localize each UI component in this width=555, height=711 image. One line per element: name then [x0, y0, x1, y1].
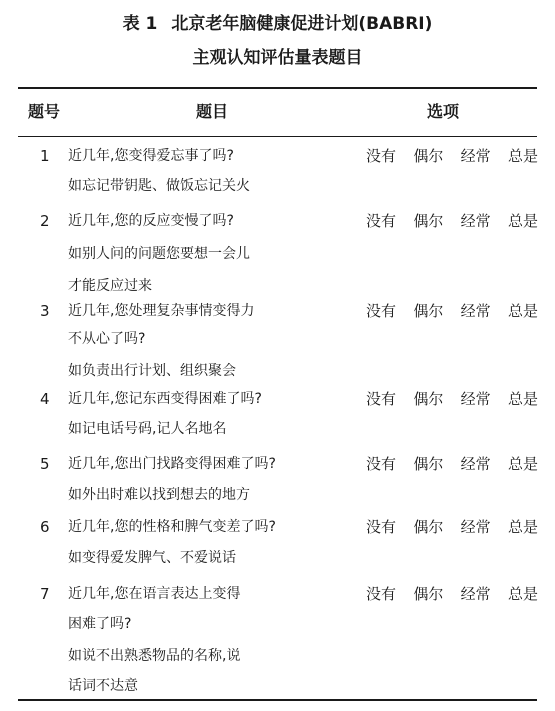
option-always: 总是 — [507, 455, 538, 473]
option-always: 总是 — [507, 585, 538, 603]
question-text: 近几年,您的性格和脾气变差了吗? — [68, 519, 276, 535]
row-number: 4 — [40, 390, 50, 408]
question-text: 近几年,您的反应变慢了吗? — [68, 213, 234, 229]
option-sometimes: 偶尔 — [413, 390, 444, 408]
option-often: 经常 — [460, 390, 491, 408]
row-number: 6 — [40, 518, 50, 536]
row-number: 2 — [40, 212, 50, 230]
option-never: 没有 — [366, 212, 397, 230]
question-text: 近几年,您在语言表达上变得 — [68, 586, 241, 602]
example-text: 如忘记带钥匙、做饭忘记关火 — [68, 178, 250, 194]
option-group — [366, 211, 538, 231]
option-sometimes: 偶尔 — [413, 147, 444, 165]
question-text: 近几年,您出门找路变得困难了吗? — [68, 456, 276, 472]
example-text: 如别人问的问题您要想一会儿 — [68, 246, 250, 262]
question-text: 近几年,您处理复杂事情变得力 — [68, 303, 255, 319]
top-rule — [18, 87, 537, 89]
example-text: 如变得爱发脾气、不爱说话 — [68, 550, 236, 566]
option-group — [366, 146, 538, 166]
option-group — [366, 454, 538, 474]
row-number: 3 — [40, 302, 50, 320]
option-always: 总是 — [507, 390, 538, 408]
option-never: 没有 — [366, 147, 397, 165]
header-number: 题号 — [28, 102, 61, 121]
row-number: 7 — [40, 585, 50, 603]
option-never: 没有 — [366, 390, 397, 408]
question-text: 困难了吗? — [68, 616, 132, 632]
option-group — [366, 584, 538, 604]
table-title: 北京老年脑健康促进计划(BABRI) — [171, 14, 433, 34]
example-text: 才能反应过来 — [68, 278, 152, 294]
question-text: 近几年,您变得爱忘事了吗? — [68, 148, 234, 164]
option-sometimes: 偶尔 — [413, 518, 444, 536]
option-always: 总是 — [507, 147, 538, 165]
header-item: 题目 — [196, 102, 229, 121]
example-text: 如负责出行计划、组织聚会 — [68, 363, 236, 379]
bottom-rule — [18, 699, 537, 701]
option-often: 经常 — [460, 302, 491, 320]
table-caption-line-1 — [0, 9, 555, 34]
row-number: 5 — [40, 455, 50, 473]
option-often: 经常 — [460, 585, 491, 603]
header-rule — [18, 136, 537, 137]
option-often: 经常 — [460, 147, 491, 165]
table-subtitle: 主观认知评估量表题目 — [192, 48, 363, 68]
option-sometimes: 偶尔 — [413, 585, 444, 603]
option-always: 总是 — [507, 212, 538, 230]
option-never: 没有 — [366, 455, 397, 473]
example-text: 如说不出熟悉物品的名称,说 — [68, 648, 241, 664]
question-text: 近几年,您记东西变得困难了吗? — [68, 391, 262, 407]
example-text: 如外出时难以找到想去的地方 — [68, 487, 250, 503]
row-number: 1 — [40, 147, 50, 165]
option-often: 经常 — [460, 212, 491, 230]
option-sometimes: 偶尔 — [413, 455, 444, 473]
option-often: 经常 — [460, 455, 491, 473]
option-always: 总是 — [507, 302, 538, 320]
option-group — [366, 301, 538, 321]
question-text: 不从心了吗? — [68, 331, 146, 347]
option-group — [366, 517, 538, 537]
option-always: 总是 — [507, 518, 538, 536]
example-text: 话词不达意 — [68, 678, 138, 694]
option-never: 没有 — [366, 518, 397, 536]
option-group — [366, 389, 538, 409]
header-options: 选项 — [427, 102, 460, 121]
option-sometimes: 偶尔 — [413, 212, 444, 230]
option-sometimes: 偶尔 — [413, 302, 444, 320]
example-text: 如记电话号码,记人名地名 — [68, 421, 227, 437]
table-number: 表 1 — [122, 14, 158, 34]
option-never: 没有 — [366, 302, 397, 320]
option-often: 经常 — [460, 518, 491, 536]
option-never: 没有 — [366, 585, 397, 603]
